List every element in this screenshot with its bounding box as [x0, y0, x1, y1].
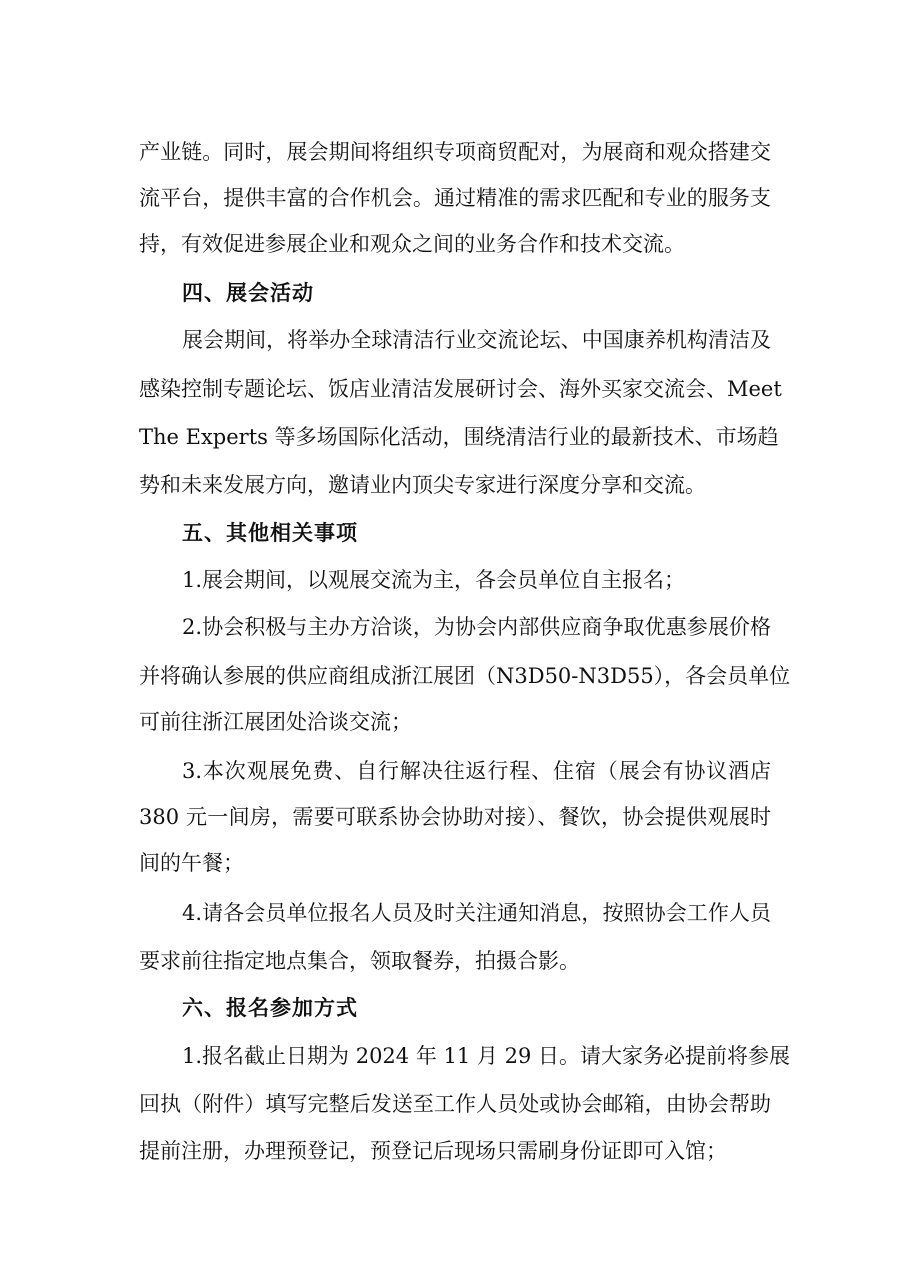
paragraph-line: The Experts 等多场国际化活动，围绕清洁行业的最新技术、市场趋: [139, 425, 779, 449]
paragraph-line: 展会期间，将举办全球清洁行业交流论坛、中国康养机构清洁及: [182, 328, 771, 352]
list-item-line: 2.协会积极与主办方洽谈，为协会内部供应商争取优惠参展价格: [182, 615, 771, 639]
paragraph-line: 持，有效促进参展企业和观众之间的业务合作和技术交流。: [139, 232, 685, 256]
paragraph-line: 可前往浙江展团处洽谈交流；: [139, 710, 412, 734]
section-heading-registration: 六、报名参加方式: [182, 996, 358, 1020]
paragraph-line: 流平台，提供丰富的合作机会。通过精准的需求匹配和专业的服务支: [139, 186, 771, 210]
paragraph-line: 回执（附件）填写完整后发送至工作人员处或协会邮箱，由协会帮助: [139, 1092, 771, 1116]
paragraph-line: 要求前往指定地点集合，领取餐券，拍摄合影。: [139, 949, 580, 973]
list-item-line: 3.本次观展免费、自行解决往返行程、住宿（展会有协议酒店: [182, 759, 771, 783]
paragraph-line: 并将确认参展的供应商组成浙江展团（N3D50-N3D55），各会员单位: [139, 664, 791, 688]
list-item-line: 4.请各会员单位报名人员及时关注通知消息，按照协会工作人员: [182, 901, 771, 925]
paragraph-line: 感染控制专题论坛、饭店业清洁发展研讨会、海外买家交流会、Meet: [139, 377, 782, 401]
list-item-line: 1.展会期间，以观展交流为主，各会员单位自主报名；: [182, 568, 686, 592]
paragraph-line: 势和未来发展方向，邀请业内顶尖专家进行深度分享和交流。: [139, 473, 706, 497]
paragraph-line: 产业链。同时，展会期间将组织专项商贸配对，为展商和观众搭建交: [139, 140, 771, 164]
section-heading-activities: 四、展会活动: [182, 281, 314, 305]
list-item-line: 1.报名截止日期为 2024 年 11 月 29 日。请大家务必提前将参展: [182, 1044, 790, 1068]
paragraph-line: 提前注册，办理预登记，预登记后现场只需刷身份证即可入馆；: [139, 1139, 727, 1163]
section-heading-other-matters: 五、其他相关事项: [182, 521, 358, 545]
paragraph-line: 间的午餐；: [139, 851, 244, 875]
paragraph-line: 380 元一间房，需要可联系协会协助对接）、餐饮，协会提供观展时: [139, 805, 771, 829]
